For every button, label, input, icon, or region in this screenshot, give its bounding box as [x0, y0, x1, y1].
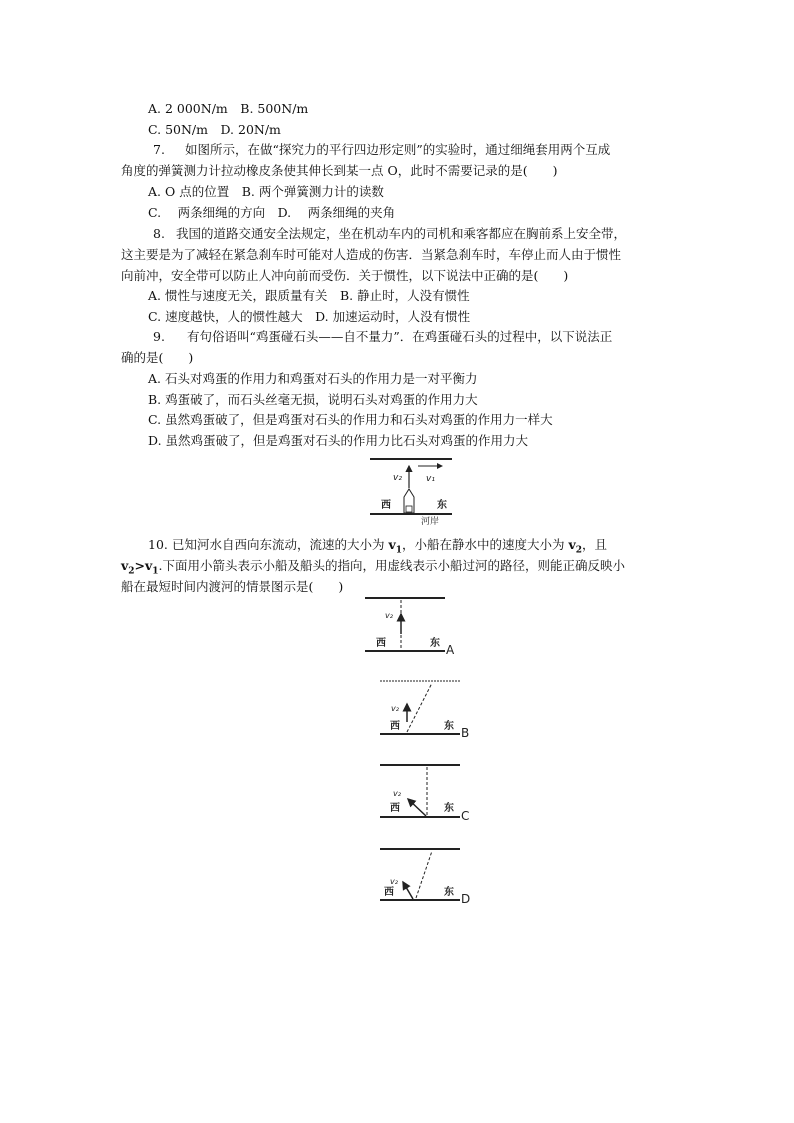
q10-stem-line3: 船在最短时间内渡河的情景图示是( ) — [121, 579, 344, 594]
q7-option-c-d: C. 两条细绳的方向 D. 两条细绳的夹角 — [148, 205, 396, 220]
option-a-letter: A — [446, 643, 455, 657]
q8-stem-line1: 我国的道路交通安全法规定，坐在机动车内的司机和乘客都应在胸前系上安全带， — [176, 226, 627, 241]
option-b-v2-label: v₂ — [391, 704, 399, 713]
q9-option-b: B. 鸡蛋破了，而石头丝毫无损，说明石头对鸡蛋的作用力大 — [148, 392, 478, 407]
q8-stem-line3: 向前冲，安全带可以防止人冲向前而受伤．关于惯性，以下说法中正确的是( ) — [121, 268, 569, 283]
option-d-v2-label: v₂ — [390, 877, 398, 886]
q8-stem-line2: 这主要是为了减轻在紧急刹车时可能对人造成的伤害．当紧急刹车时，车停止而人由于惯性 — [121, 247, 622, 262]
q10-stem-line2: $v_2>v_1$.下面用小箭头表示小船及船头的指向，用虚线表示小船过河的路径，则能正确反映小 — [121, 558, 626, 577]
q9-stem-line1: 有句俗语叫“鸡蛋碰石头——自不量力”．在鸡蛋碰石头的过程中，以下说法正 — [187, 329, 613, 344]
option-c-boat-arrow — [408, 799, 426, 816]
q8-number: 8. — [153, 226, 165, 241]
q8-option-a-b: A. 惯性与速度无关，跟质量有关 B. 静止时，人没有惯性 — [148, 288, 470, 303]
option-d-west: 西 — [384, 887, 394, 898]
q9-option-a: A. 石头对鸡蛋的作用力和鸡蛋对石头的作用力是一对平衡力 — [148, 371, 478, 386]
option-b-figure — [380, 681, 469, 740]
v2-label: v₂ — [393, 473, 402, 483]
q9-option-c: C. 虽然鸡蛋破了，但是鸡蛋对石头的作用力和石头对鸡蛋的作用力一样大 — [148, 412, 553, 427]
option-c-east: 东 — [444, 803, 454, 814]
boat-icon — [404, 489, 414, 513]
option-a-east: 东 — [430, 638, 440, 649]
q10-stem-line1: 已知河水自西向东流动，流速的大小为 $v_1$，小船在静水中的速度大小为 $v_2$，且 — [172, 537, 608, 556]
q9-number: 9. — [153, 329, 165, 344]
q7-stem-line2: 角度的弹簧测力计拉动橡皮条使其伸长到某一点 O，此时不需要记录的是( ) — [121, 163, 558, 178]
option-b-east: 东 — [444, 721, 454, 732]
option-b-path-dashed — [407, 683, 432, 732]
east-label: 东 — [437, 500, 447, 511]
option-c-v2-label: v₂ — [393, 789, 401, 798]
option-d-east: 东 — [444, 887, 454, 898]
bank-label: 河岸 — [421, 517, 440, 527]
option-b-west: 西 — [390, 721, 400, 732]
q9-stem-line2: 确的是( ) — [121, 350, 194, 365]
q7-number: 7. — [153, 142, 165, 157]
river-figure — [370, 459, 452, 527]
option-a-west: 西 — [376, 638, 386, 649]
option-c-figure — [380, 765, 469, 823]
option-b-letter: B — [461, 726, 470, 740]
option-d-boat-arrow — [403, 882, 413, 899]
option-d-path-dashed — [416, 851, 432, 898]
v1-label: v₁ — [426, 474, 435, 484]
option-c-letter: C — [461, 809, 470, 823]
west-label: 西 — [381, 500, 391, 511]
option-d-figure — [380, 849, 470, 906]
option-a-figure — [365, 598, 455, 657]
q7-option-a-b: A. O 点的位置 B. 两个弹簧测力计的读数 — [148, 184, 384, 199]
q6-option-c-d: C. 50N/m D. 20N/m — [148, 122, 281, 137]
option-c-west: 西 — [390, 803, 400, 814]
option-a-v2-label: v₂ — [385, 611, 393, 620]
q10-number: 10. — [148, 537, 168, 552]
q8-option-c-d: C. 速度越快，人的惯性越大 D. 加速运动时，人没有惯性 — [148, 309, 471, 324]
q9-option-d: D. 虽然鸡蛋破了，但是鸡蛋对石头的作用力比石头对鸡蛋的作用力大 — [148, 433, 529, 448]
option-d-letter: D — [461, 892, 471, 906]
q6-option-a-b: A. 2 000N/m B. 500N/m — [148, 101, 309, 116]
q7-stem-line1: 如图所示，在做“探究力的平行四边形定则”的实验时，通过细绳套用两个互成 — [185, 142, 611, 157]
